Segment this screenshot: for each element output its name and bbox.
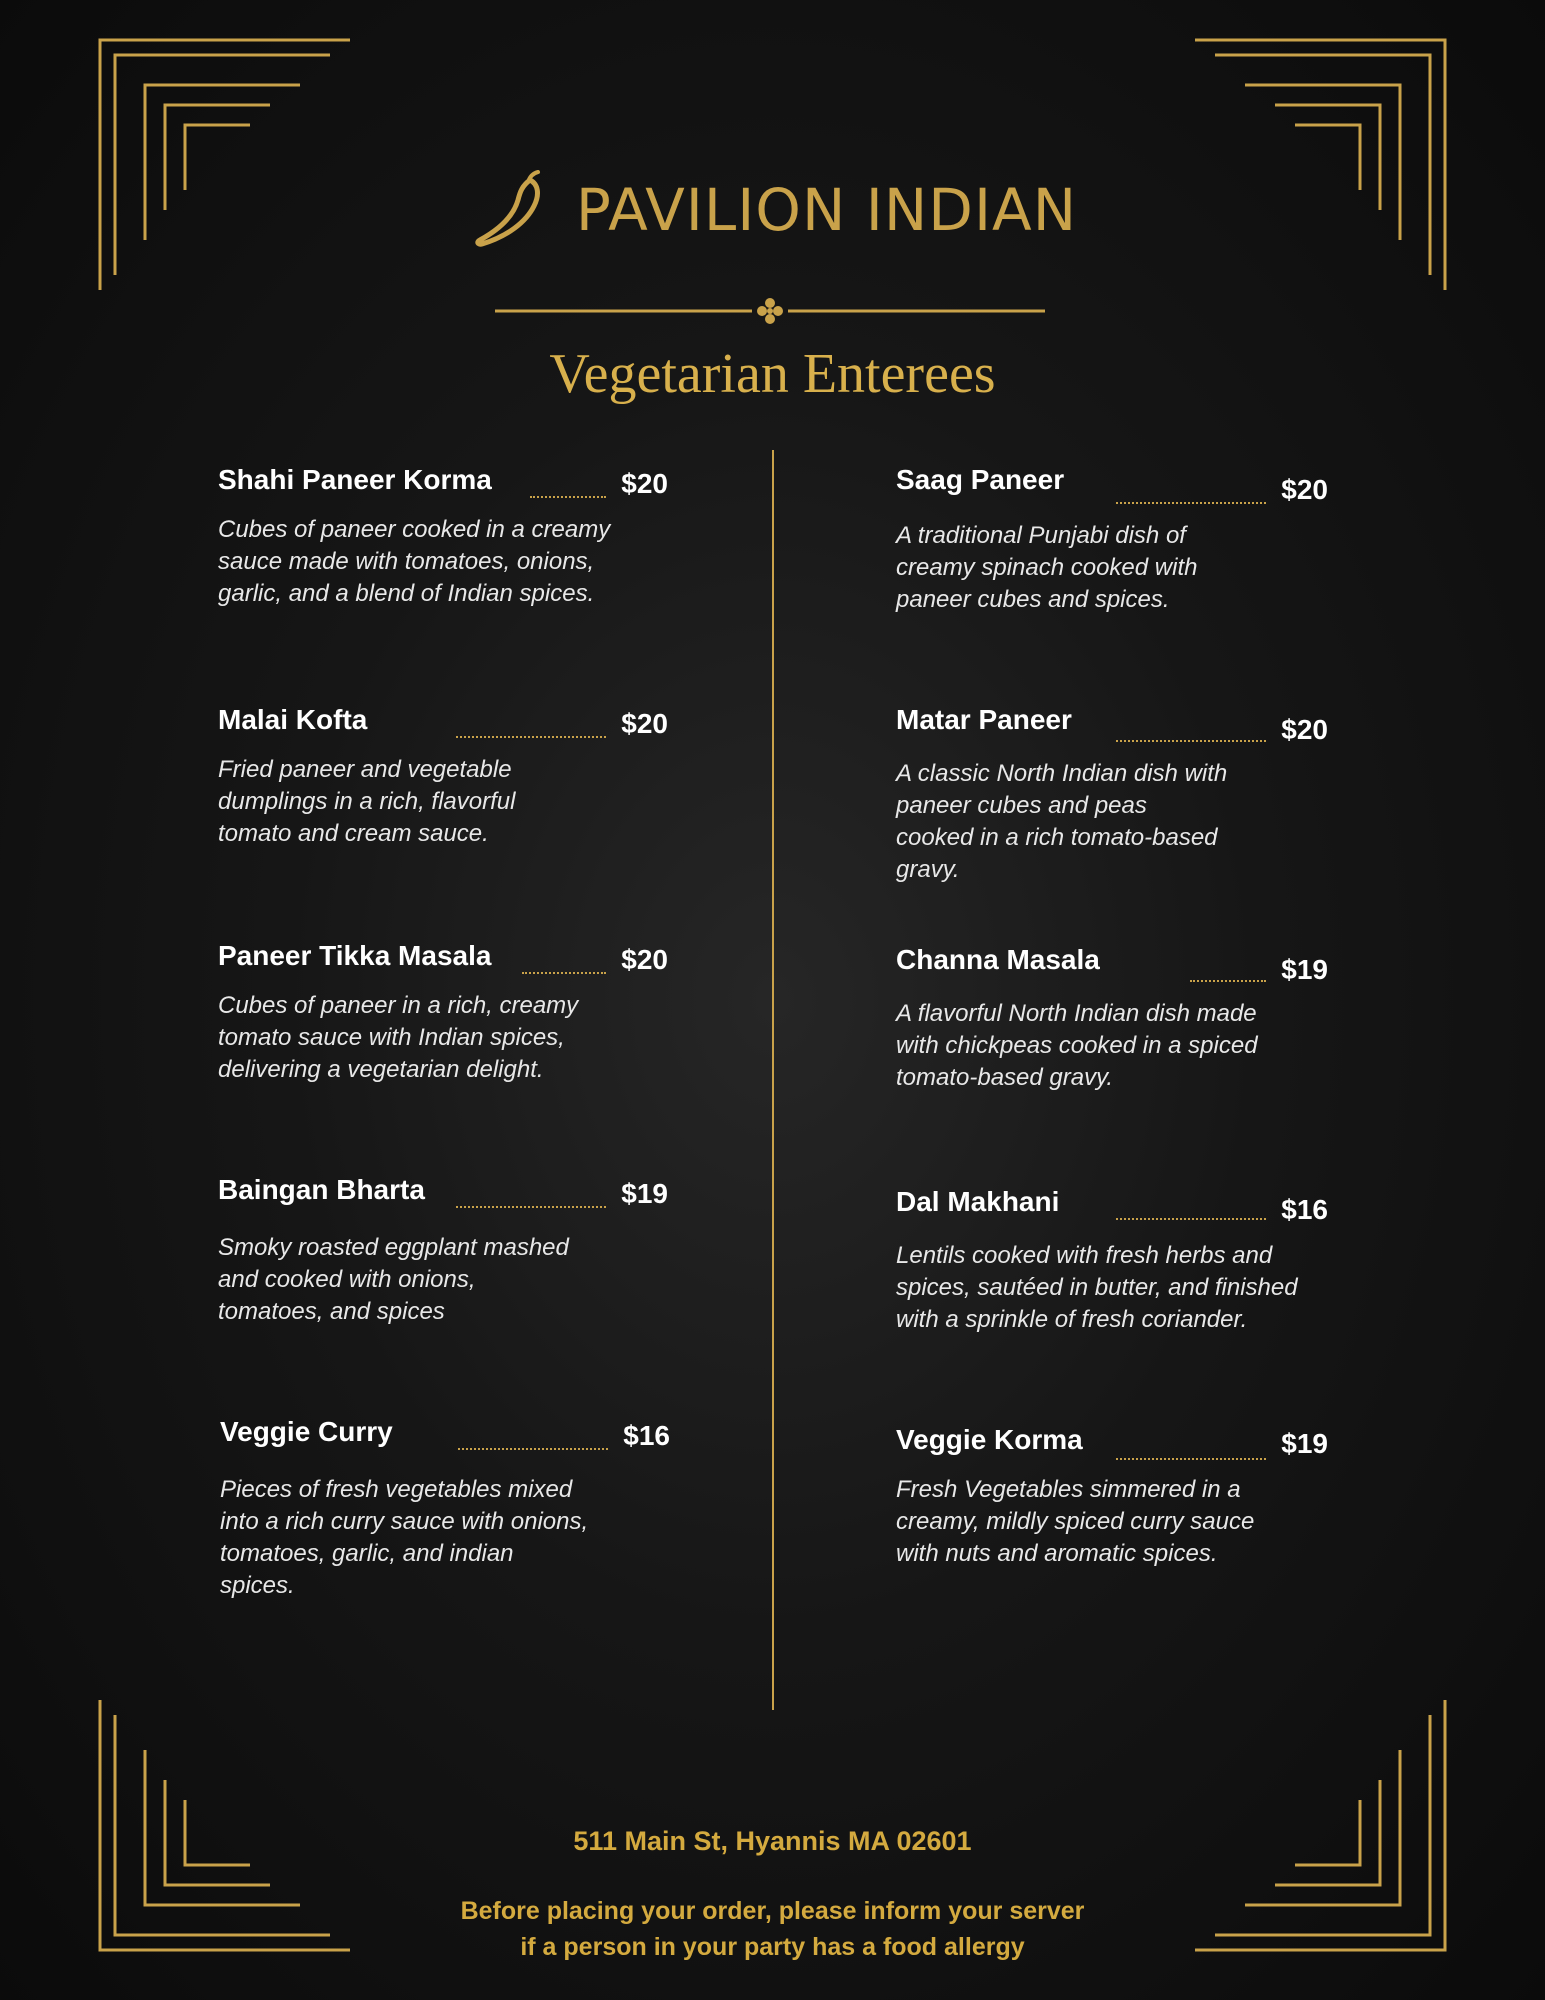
restaurant-name: PAVILION INDIAN bbox=[575, 176, 1078, 244]
item-name: Channa Masala bbox=[896, 944, 1100, 975]
item-description: Lentils cooked with fresh herbs and spices, sautéed in butter, and finished with a sprinkle of fresh coriander. bbox=[896, 1242, 1298, 1333]
item-description: Pieces of fresh vegetables mixed into a rich curry sauce with onions, tomatoes, garlic, and indian spices. bbox=[220, 1476, 589, 1599]
item-price: $19 bbox=[1281, 1428, 1328, 1459]
item-price: $20 bbox=[1281, 714, 1328, 745]
corner-ornament-top-right bbox=[1185, 30, 1455, 300]
dot-leader bbox=[456, 1206, 606, 1208]
item-description: A flavorful North Indian dish made with chickpeas cooked in a spiced tomato-based gravy. bbox=[896, 1000, 1258, 1091]
section-title: Vegetarian Enterees bbox=[549, 343, 996, 405]
item-description: A traditional Punjabi dish of creamy spinach cooked with paneer cubes and spices. bbox=[896, 522, 1198, 613]
item-name: Veggie Korma bbox=[896, 1424, 1083, 1455]
item-name: Paneer Tikka Masala bbox=[218, 940, 492, 971]
item-price: $20 bbox=[621, 468, 668, 499]
item-name: Matar Paneer bbox=[896, 704, 1072, 735]
address: 511 Main St, Hyannis MA 02601 bbox=[573, 1826, 972, 1856]
dot-leader bbox=[1116, 502, 1266, 504]
item-description: Fresh Vegetables simmered in a creamy, mildly spiced curry sauce with nuts and aromatic spices. bbox=[896, 1476, 1255, 1567]
dot-leader bbox=[456, 736, 606, 738]
item-price: $20 bbox=[621, 708, 668, 739]
menu-item bbox=[896, 944, 1328, 1094]
item-price: $20 bbox=[621, 944, 668, 975]
brand-header bbox=[0, 170, 1545, 250]
item-description: Cubes of paneer cooked in a creamy sauce made with tomatoes, onions, garlic, and a blend of Indian spices. bbox=[218, 516, 611, 607]
item-description: Smoky roasted eggplant mashed and cooked with onions, tomatoes, and spices bbox=[218, 1234, 569, 1325]
item-price: $20 bbox=[1281, 474, 1328, 505]
menu-item bbox=[218, 464, 668, 610]
item-description: Cubes of paneer in a rich, creamy tomato sauce with Indian spices, delivering a vegetarian delight. bbox=[218, 992, 579, 1083]
menu-item bbox=[218, 1174, 668, 1328]
column-divider bbox=[772, 450, 774, 1710]
item-price: $16 bbox=[623, 1420, 670, 1451]
item-name: Saag Paneer bbox=[896, 464, 1065, 495]
menu-item bbox=[896, 704, 1328, 886]
item-name: Malai Kofta bbox=[218, 704, 368, 735]
item-name: Baingan Bharta bbox=[218, 1174, 425, 1205]
item-price: $16 bbox=[1281, 1194, 1328, 1225]
menu-item bbox=[218, 704, 668, 850]
dot-leader bbox=[458, 1448, 608, 1450]
allergy-notice-line: if a person in your party has a food allergy bbox=[520, 1933, 1025, 1961]
menu-item bbox=[896, 464, 1328, 616]
item-description: A classic North Indian dish with paneer cubes and peas cooked in a rich tomato-based gravy. bbox=[896, 760, 1228, 883]
ornamental-divider bbox=[490, 296, 1050, 326]
item-name: Veggie Curry bbox=[220, 1416, 393, 1447]
menu-item bbox=[220, 1416, 670, 1602]
allergy-notice bbox=[0, 1893, 1545, 1965]
allergy-notice-line: Before placing your order, please inform your server bbox=[460, 1897, 1085, 1925]
dot-leader bbox=[1116, 740, 1266, 742]
dot-leader bbox=[1116, 1458, 1266, 1460]
corner-ornament-top-left bbox=[90, 30, 360, 300]
dot-leader bbox=[522, 972, 606, 974]
dot-leader bbox=[1116, 1218, 1266, 1220]
item-name: Dal Makhani bbox=[896, 1186, 1060, 1217]
item-description: Fried paneer and vegetable dumplings in a rich, flavorful tomato and cream sauce. bbox=[218, 756, 516, 847]
menu-item bbox=[218, 940, 668, 1086]
chili-pepper-icon bbox=[468, 170, 548, 250]
item-price: $19 bbox=[621, 1178, 668, 1209]
dot-leader bbox=[530, 496, 606, 498]
menu-item bbox=[896, 1424, 1328, 1570]
dot-leader bbox=[1190, 980, 1266, 982]
menu-item bbox=[896, 1186, 1336, 1336]
item-price: $19 bbox=[1281, 954, 1328, 985]
item-name: Shahi Paneer Korma bbox=[218, 464, 492, 495]
